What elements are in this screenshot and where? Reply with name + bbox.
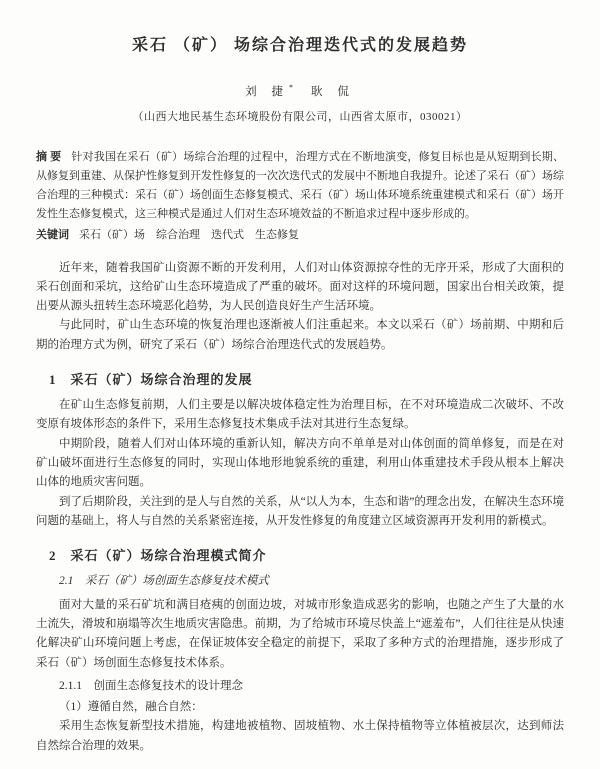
section-2-1-1-paragraph: 采用生态恢复新型技术措施，构建地被植物、固坡植物、水土保持植物等立体植被层次，达到师法自然综合治理的效果。 <box>36 720 564 752</box>
authors-line <box>36 83 564 99</box>
abstract-block <box>36 148 564 224</box>
abstract-text: 针对我国在采石（矿）场综合治理的过程中，治理方式在不断地演变，修复目标也是从短期到长期、从修复到重建、从保护性修复到开发性修复的一次次迭代式的发展中不断地自我提升。论述了采石（矿）场综合治理的三种模式：采石（矿）场创面生态修复模式、采石（矿）场山体环境系统重建模式和采石（矿）场开发性生态修复模式，这三种模式是通过人们对生态环境效益的不断追求过程中逐步形成的。 <box>36 151 565 220</box>
author-name-2: 耿 侃 <box>311 86 355 98</box>
section-2-heading: 2 采石（矿）场综合治理模式简介 <box>49 548 267 564</box>
author-mark: * <box>289 83 293 93</box>
intro-paragraph-1: 近年来，随着我国矿山资源不断的开发利用，人们对山体资源掠夺性的无序开采，形成了大面积的采石创面和采坑，这给矿山生态环境造成了严重的破坏。面对这样的环境问题，国家出台相关政策，提出要从源头扭转生态环境恶化趋势，为人民创造良好生产生活环境。 <box>36 261 564 313</box>
author-name-1: 刘 捷 <box>245 86 289 98</box>
affiliation: （山西大地民基生态环境股份有限公司，山西省太原市，030021） <box>132 111 468 123</box>
section-1-paragraph-3: 到了后期阶段，关注到的是人与自然的关系，从“以人为本，生态和谐”的理念出发，在解决生态环境问题的基础上，将人与自然的关系紧密连接，从开发性修复的角度建立区域资源再开发利用的新模式。 <box>36 495 564 527</box>
list-item-1: （1）遵循自然，融合自然： <box>59 701 203 714</box>
keywords-text: 采石（矿）场 综合治理 迭代式 生态修复 <box>79 228 299 241</box>
body-text <box>36 259 564 757</box>
keywords-block <box>36 226 564 245</box>
paper-title: 采石 （矿） 场综合治理迭代式的发展趋势 <box>131 37 468 54</box>
abstract-label: 摘 要 <box>36 151 62 163</box>
subsection-2-1-1-heading: 2.1.1 创面生态修复技术的设计理念 <box>59 679 243 692</box>
intro-paragraph-2: 与此同时，矿山生态环境的恢复治理也逐渐被人们注重起来。本文以采石（矿）场前期、中期和后期的治理方式为例，研究了采石（矿）场综合治理迭代式的发展趋势。 <box>36 319 564 351</box>
keywords-label: 关键词 <box>36 228 69 241</box>
section-2-1-paragraph: 面对大量的采石矿坑和满目疮痍的创面边坡，对城市形象造成恶劣的影响，也随之产生了大量的水土流失，滑坡和崩塌等次生地质灾害隐患。前期，为了给城市环境尽快盖上“遮羞布”，人们往往是从快速化解决矿山环境问题上考虑，在保证坡体安全稳定的前提下，采取了多种方式的治理措施，逐步形成了采石（矿）场创面生态修复技术体系。 <box>36 598 564 669</box>
subsection-2-1-heading: 2.1 采石（矿）场创面生态修复技术模式 <box>59 575 269 588</box>
section-1-paragraph-2: 中期阶段，随着人们对山体环境的重新认知，解决方向不单单是对山体创面的简单修复，而是在对矿山破坏面进行生态修复的同时，实现山体地形地貌系统的重建，利用山体重建技术手段从根本上解决山体的地质灾害问题。 <box>36 437 564 489</box>
section-1-paragraph-1: 在矿山生态修复前期，人们主要是以解决坡体稳定性为治理目标，在不对环境造成二次破坏、不改变原有坡体形态的条件下，采用生态修复技术集成手法对其进行生态复绿。 <box>36 399 564 431</box>
section-1-heading: 1 采石（矿）场综合治理的发展 <box>49 372 253 388</box>
